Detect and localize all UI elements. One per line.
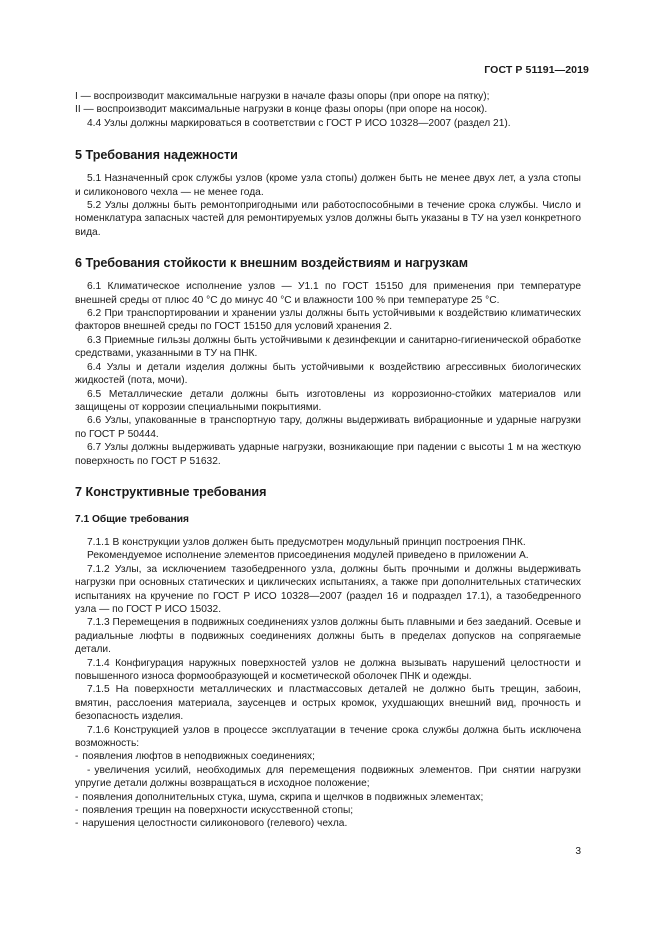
document-header: ГОСТ Р 51191—2019 (484, 64, 589, 76)
clause-5-2: 5.2 Узлы должны быть ремонтопригодными или работоспособными в течение срока службы. Число и номенклатура запасных частей для ремонтируемых узлов должны быть указаны в ТУ на узел конкретного вида. (75, 200, 581, 238)
dash-marker: - (75, 805, 79, 817)
clause-7-1-4: 7.1.4 Конфигурация наружных поверхностей узлов не должна вызывать нарушений целостности и повышенного износа формообразующей и косметической оболочек ПНК и одежды. (75, 657, 581, 682)
clause-6-6: 6.6 Узлы, упакованные в транспортную тару, должны выдерживать вибрационные и ударные нагрузки по ГОСТ Р 50444. (75, 415, 581, 440)
subsection-7-1-heading: 7.1 Общие требования (75, 513, 189, 525)
section-5-heading: 5 Требования надежности (75, 148, 238, 163)
section-7-heading: 7 Конструктивные требования (75, 484, 267, 499)
intro-line: II — воспроизводит максимальные нагрузки в конце фазы опоры (при опоре на носок). (75, 104, 488, 116)
clause-5-1: 5.1 Назначенный срок службы узлов (кроме узла стопы) должен быть не менее двух лет, а узла стопы и силиконового чехла — не менее года. (75, 173, 581, 198)
clause-6-5: 6.5 Металлические детали должны быть изготовлены из коррозионно-стойких материалов или защищены от коррозии специальными покрытиями. (75, 388, 581, 413)
section-6-heading: 6 Требования стойкости к внешним воздействиям и нагрузкам (75, 256, 469, 271)
page-number: 3 (575, 846, 581, 857)
clause-7-1-6: 7.1.6 Конструкцией узлов в процессе эксплуатации в течение срока службы должна быть исключена возможность: (75, 724, 581, 750)
dash-marker: - (87, 764, 91, 776)
dash-marker: - (75, 751, 79, 763)
clause-7-1-1-note: Рекомендуемое исполнение элементов присоединения модулей приведено в приложении А. (87, 550, 529, 562)
clause-7-1-1: 7.1.1 В конструкции узлов должен быть предусмотрен модульный принцип построения ПНК. (87, 536, 526, 548)
list-item: - появления люфтов в неподвижных соединениях; (75, 751, 315, 763)
clause-6-4: 6.4 Узлы и детали изделия должны быть устойчивыми к воздействию агрессивных биологических жидкостей (пота, мочи). (75, 361, 581, 387)
clause-7-1-5: 7.1.5 На поверхности металлических и пластмассовых деталей не должно быть трещин, забоин, вмятин, расслоения материала, заусенцев и острых кромок, ухудшающих внешний вид, прочность и безопасность изделия. (75, 684, 581, 723)
intro-line: I — воспроизводит максимальные нагрузки в начале фазы опоры (при опоре на пятку); (75, 91, 490, 102)
clause-6-2: 6.2 При транспортировании и хранении узлы должны быть устойчивыми к воздействию климатических факторов внешней среды по ГОСТ 15150 для условий хранения 2. (75, 308, 581, 333)
clause-7-1-3: 7.1.3 Перемещения в подвижных соединениях узлов должны быть плавными и без заеданий. Осевые и радиальные люфты в подвижных соединениях должны быть в пределах допусков на сопрягаемые детали. (75, 617, 581, 656)
clause-6-7: 6.7 Узлы должны выдерживать ударные нагрузки, возникающие при падении с высоты 1 м на жесткую поверхность по ГОСТ Р 51632. (75, 442, 581, 467)
page-content (75, 90, 581, 831)
clause-4-4: 4.4 Узлы должны маркироваться в соответствии с ГОСТ Р ИСО 10328—2007 (раздел 21). (87, 117, 511, 129)
list-item: - нарушения целостности силиконового (гелевого) чехла. (75, 818, 348, 830)
clause-6-1: 6.1 Климатическое исполнение узлов — У1.1 по ГОСТ 15150 для применения при температуре внешней среды от плюс 40 °С до минус 40 °С и влажности 100 % при температуре 25 °С. (75, 281, 581, 306)
list-item: - увеличения усилий, необходимых для перемещения подвижных элементов. При снятии нагрузки упругие детали должны возвращаться в исходное положение; (75, 764, 581, 790)
dash-marker: - (75, 818, 79, 830)
list-item: - появления трещин на поверхности искусственной стопы; (75, 805, 354, 817)
clause-7-1-2: 7.1.2 Узлы, за исключением тазобедренного узла, должны быть прочными и должны выдерживать нагрузки при основных статических и циклических испытаниях, а также при дополнительных статических испытаниях на кручение по ГОСТ Р ИСО 10328—2007 (раздел 16 и подраздел 17.1), а тазобедренного узла — по ГОСТ Р ИСО 15032. (75, 563, 581, 615)
list-item: - появления дополнительных стука, шума, скрипа и щелчков в подвижных элементах; (75, 791, 484, 803)
dash-marker: - (75, 791, 79, 803)
clause-6-3: 6.3 Приемные гильзы должны быть устойчивыми к дезинфекции и санитарно-гигиенической обработке средствами, указанными в ТУ на ПНК. (75, 334, 581, 360)
